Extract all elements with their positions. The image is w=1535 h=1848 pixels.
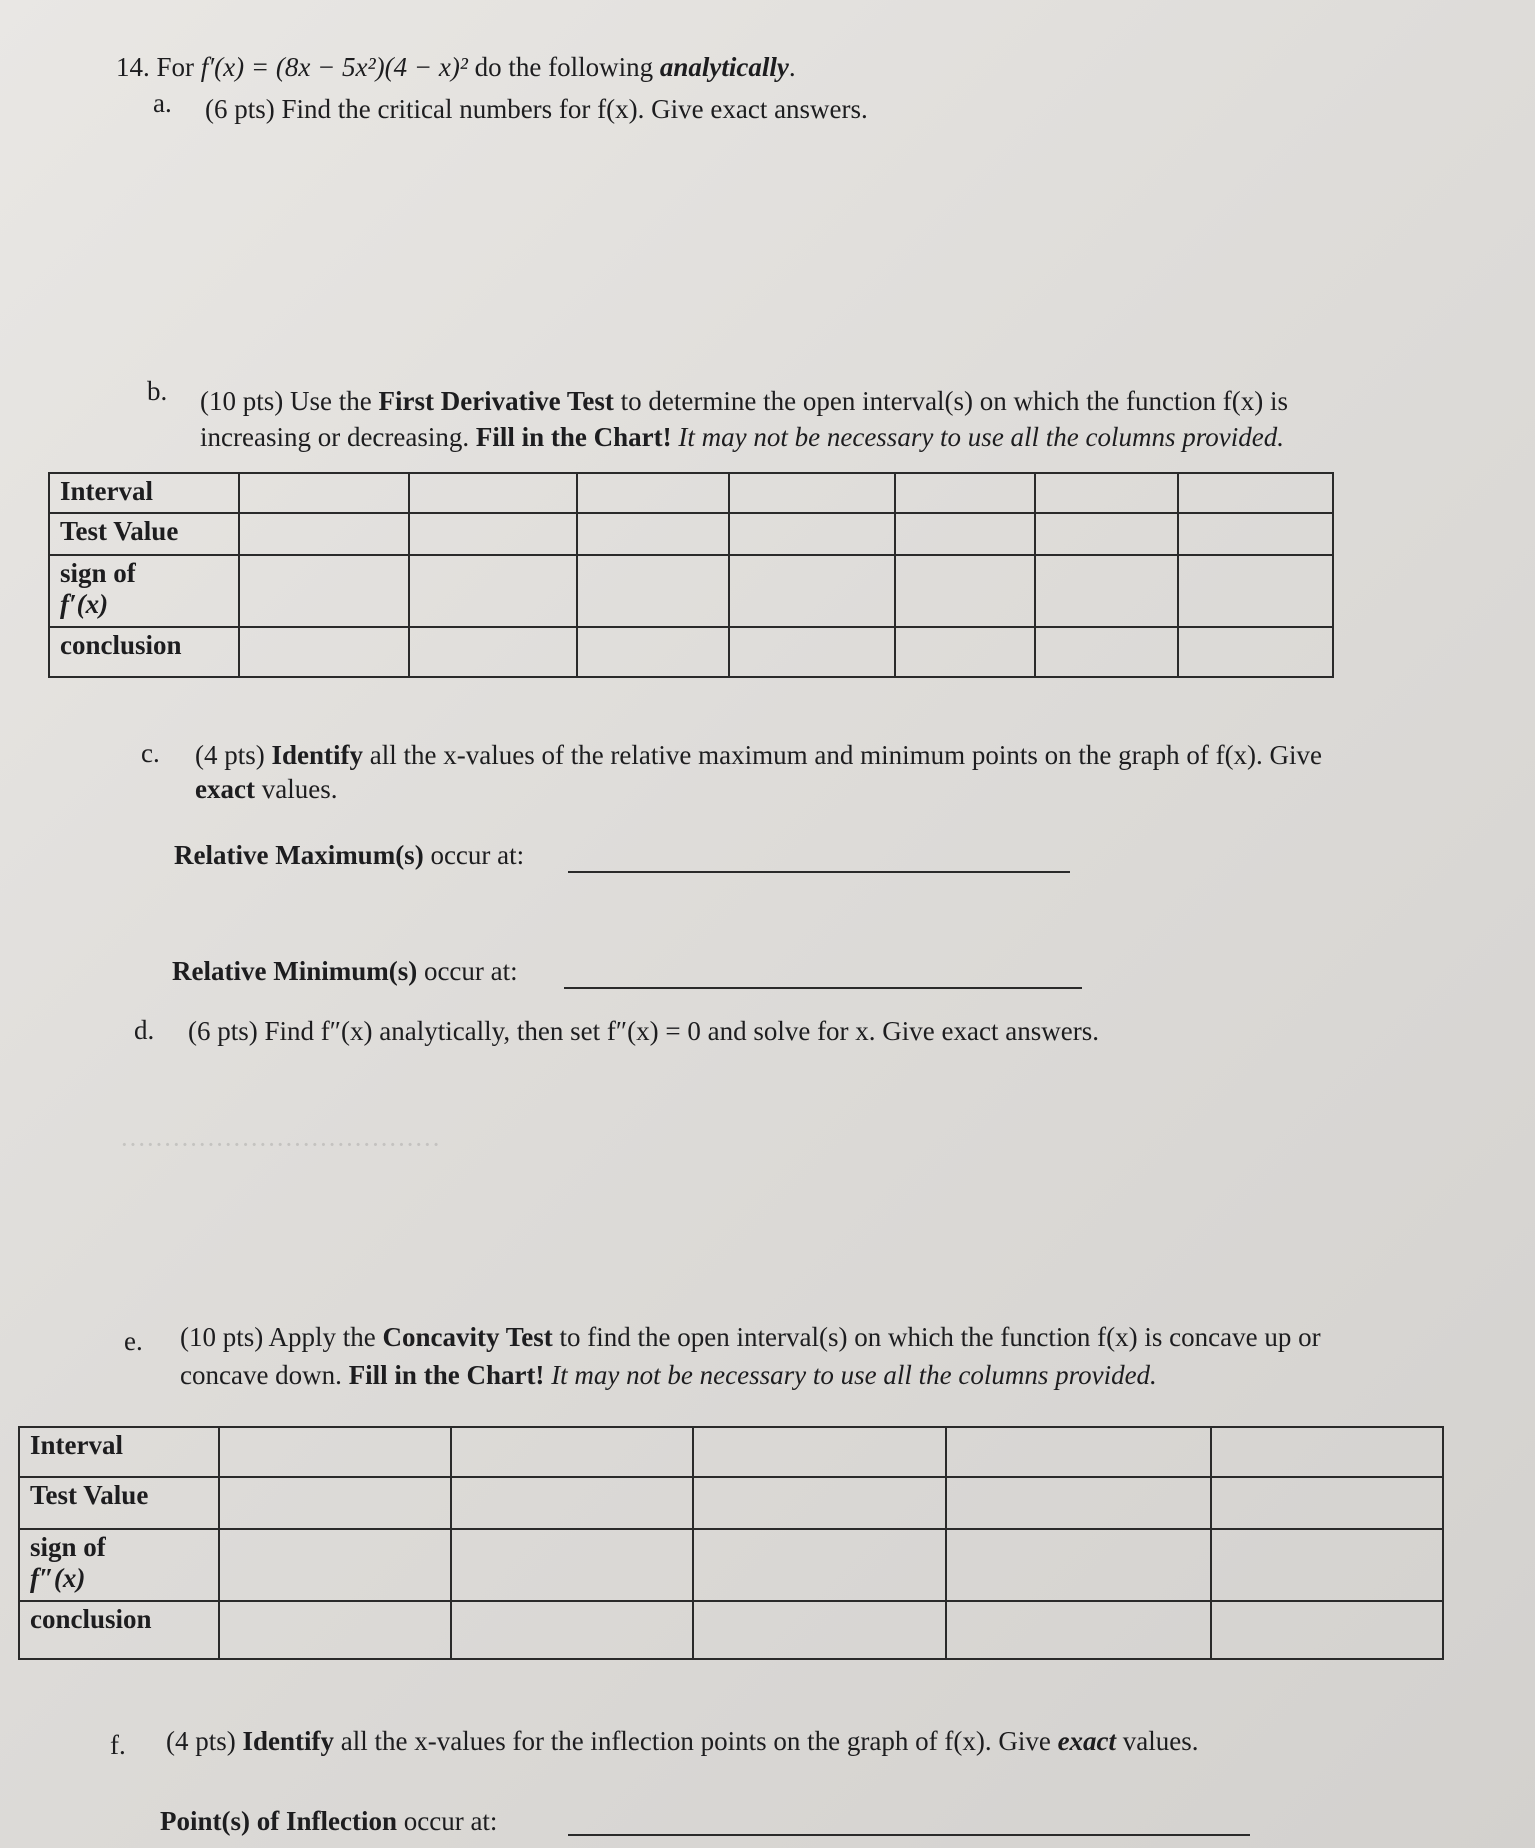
relative-min-bold: Relative Minimum(s) — [172, 956, 418, 986]
inflection-bold: Point(s) of Inflection — [160, 1806, 397, 1836]
exact-label: exact — [195, 774, 255, 804]
row-label-test-value: Test Value — [49, 513, 239, 555]
part-c-line2 — [195, 774, 337, 805]
part-e-line2 — [180, 1360, 1157, 1391]
chart-cell[interactable] — [451, 1477, 693, 1529]
chart-cell[interactable] — [1211, 1477, 1443, 1529]
relative-min-answer-line[interactable] — [564, 987, 1082, 989]
chart-cell[interactable] — [239, 473, 409, 513]
part-d-text: (6 pts) Find f″(x) analytically, then set f″(x) = 0 and solve for x. Give exact answers. — [188, 1016, 1099, 1046]
problem-intro-end: . — [788, 52, 796, 82]
part-e-letter: e. — [124, 1326, 143, 1356]
chart-cell[interactable] — [729, 513, 895, 555]
chart-cell[interactable] — [895, 627, 1035, 677]
relative-min-suffix: occur at: — [417, 956, 518, 986]
chart-cell[interactable] — [219, 1427, 451, 1477]
chart-cell[interactable] — [409, 473, 577, 513]
second-derivative-label: f″(x) — [30, 1563, 86, 1593]
relative-max-label — [174, 840, 524, 871]
chart-cell[interactable] — [219, 1529, 451, 1601]
chart-cell[interactable] — [729, 473, 895, 513]
inflection-suffix: occur at: — [396, 1806, 498, 1836]
part-c-line2-suffix: values. — [254, 774, 338, 804]
part-f-line1-middle: all the x-values for the inflection points on the graph of f(x). Give — [334, 1726, 1058, 1756]
part-b-line1-prefix: (10 pts) Use the — [200, 386, 379, 416]
chart-cell[interactable] — [219, 1601, 451, 1659]
fill-chart-label-e: Fill in the Chart! — [348, 1360, 545, 1390]
chart-cell[interactable] — [729, 555, 895, 627]
part-e-line1-suffix: to find the open interval(s) on which the function f(x) is concave up or — [552, 1322, 1321, 1352]
concavity-chart — [18, 1426, 1444, 1660]
chart-cell[interactable] — [409, 555, 577, 627]
exact-emphasis: exact — [1057, 1726, 1117, 1756]
part-f-line1-suffix: values. — [1116, 1726, 1199, 1756]
problem-header — [116, 52, 796, 83]
first-derivative-test-label: First Derivative Test — [378, 386, 614, 416]
part-a-text: (6 pts) Find the critical numbers for f(x). Give exact answers. — [205, 94, 868, 124]
part-e-line2-prefix: concave down. — [180, 1360, 349, 1390]
part-c-line1-prefix: (4 pts) — [195, 740, 272, 770]
table-row — [19, 1477, 1443, 1529]
chart-cell[interactable] — [729, 627, 895, 677]
chart-cell[interactable] — [1035, 555, 1178, 627]
chart-cell[interactable] — [451, 1529, 693, 1601]
part-b-line1 — [200, 386, 1288, 417]
chart-cell[interactable] — [693, 1529, 946, 1601]
part-b-line2-prefix: increasing or decreasing. — [200, 422, 476, 452]
sign-of-label: sign of — [30, 1532, 106, 1562]
chart-cell[interactable] — [895, 555, 1035, 627]
problem-intro-middle: do the following — [467, 52, 660, 82]
relative-max-bold: Relative Maximum(s) — [174, 840, 424, 870]
row-label-interval: Interval — [19, 1427, 219, 1477]
relative-max-suffix: occur at: — [423, 840, 525, 870]
chart-cell[interactable] — [239, 627, 409, 677]
derivative-formula: f′(x) = (8x − 5x²)(4 − x)² — [200, 52, 468, 82]
identify-label-f: Identify — [242, 1726, 335, 1756]
row-label-interval: Interval — [49, 473, 239, 513]
chart-cell[interactable] — [946, 1601, 1211, 1659]
chart-cell[interactable] — [895, 473, 1035, 513]
chart-cell[interactable] — [577, 473, 729, 513]
part-f-line1-prefix: (4 pts) — [166, 1726, 243, 1756]
problem-number: 14. — [116, 52, 150, 82]
table-row — [49, 627, 1333, 677]
row-label-test-value: Test Value — [19, 1477, 219, 1529]
part-c-line1-suffix: all the x-values of the relative maximum and minimum points on the graph of f(x). Give — [363, 740, 1323, 770]
table-row — [49, 473, 1333, 513]
part-d-letter: d. — [134, 1015, 155, 1045]
chart-cell[interactable] — [451, 1601, 693, 1659]
chart-cell[interactable] — [409, 513, 577, 555]
chart-cell[interactable] — [1035, 473, 1178, 513]
fill-chart-label: Fill in the Chart! — [475, 422, 672, 452]
problem-intro-prefix: For — [156, 52, 201, 82]
problem-emphasis: analytically — [659, 52, 789, 82]
part-b-line2-note: It may not be necessary to use all the columns provided. — [671, 422, 1285, 452]
chart-cell[interactable] — [1211, 1427, 1443, 1477]
chart-cell[interactable] — [693, 1601, 946, 1659]
chart-cell[interactable] — [946, 1427, 1211, 1477]
chart-cell[interactable] — [1211, 1529, 1443, 1601]
chart-cell[interactable] — [1178, 627, 1333, 677]
row-label-sign — [49, 555, 239, 627]
part-b-letter: b. — [147, 376, 168, 406]
inflection-answer-line[interactable] — [568, 1834, 1250, 1836]
chart-cell[interactable] — [1178, 513, 1333, 555]
sign-of-label: sign of — [60, 558, 136, 588]
chart-cell[interactable] — [1178, 473, 1333, 513]
table-row — [49, 555, 1333, 627]
chart-cell[interactable] — [577, 627, 729, 677]
inflection-label — [160, 1806, 497, 1837]
identify-label: Identify — [271, 740, 364, 770]
show-through-text: ····································· — [120, 1130, 441, 1159]
first-derivative-label: f′(x) — [60, 589, 109, 619]
part-e-line2-note: It may not be necessary to use all the columns provided. — [544, 1360, 1157, 1390]
chart-cell[interactable] — [946, 1529, 1211, 1601]
part-b-line1-suffix: to determine the open interval(s) on which the function f(x) is — [613, 386, 1288, 416]
relative-max-answer-line[interactable] — [568, 871, 1070, 873]
row-label-conclusion: conclusion — [19, 1601, 219, 1659]
chart-cell[interactable] — [1035, 627, 1178, 677]
chart-cell[interactable] — [577, 513, 729, 555]
chart-cell[interactable] — [693, 1477, 946, 1529]
part-a-letter: a. — [153, 88, 172, 118]
chart-cell[interactable] — [946, 1477, 1211, 1529]
chart-cell[interactable] — [239, 513, 409, 555]
chart-cell[interactable] — [895, 513, 1035, 555]
part-c-line1 — [195, 740, 1322, 771]
chart-cell[interactable] — [219, 1477, 451, 1529]
part-f-line1 — [166, 1726, 1199, 1757]
chart-cell[interactable] — [239, 555, 409, 627]
part-f-letter: f. — [110, 1730, 126, 1760]
concavity-test-label: Concavity Test — [382, 1322, 553, 1352]
chart-cell[interactable] — [577, 555, 729, 627]
row-label-sign — [19, 1529, 219, 1601]
first-derivative-chart — [48, 472, 1334, 678]
chart-cell[interactable] — [409, 627, 577, 677]
table-row — [19, 1427, 1443, 1477]
part-c-letter: c. — [141, 738, 160, 768]
chart-cell[interactable] — [1035, 513, 1178, 555]
chart-cell[interactable] — [451, 1427, 693, 1477]
table-row — [19, 1529, 1443, 1601]
part-b-line2 — [200, 422, 1284, 453]
chart-cell[interactable] — [1178, 555, 1333, 627]
part-e-line1-prefix: (10 pts) Apply the — [180, 1322, 383, 1352]
relative-min-label — [172, 956, 518, 987]
part-e-line1 — [180, 1322, 1321, 1353]
table-row — [19, 1601, 1443, 1659]
row-label-conclusion: conclusion — [49, 627, 239, 677]
chart-cell[interactable] — [693, 1427, 946, 1477]
table-row — [49, 513, 1333, 555]
chart-cell[interactable] — [1211, 1601, 1443, 1659]
